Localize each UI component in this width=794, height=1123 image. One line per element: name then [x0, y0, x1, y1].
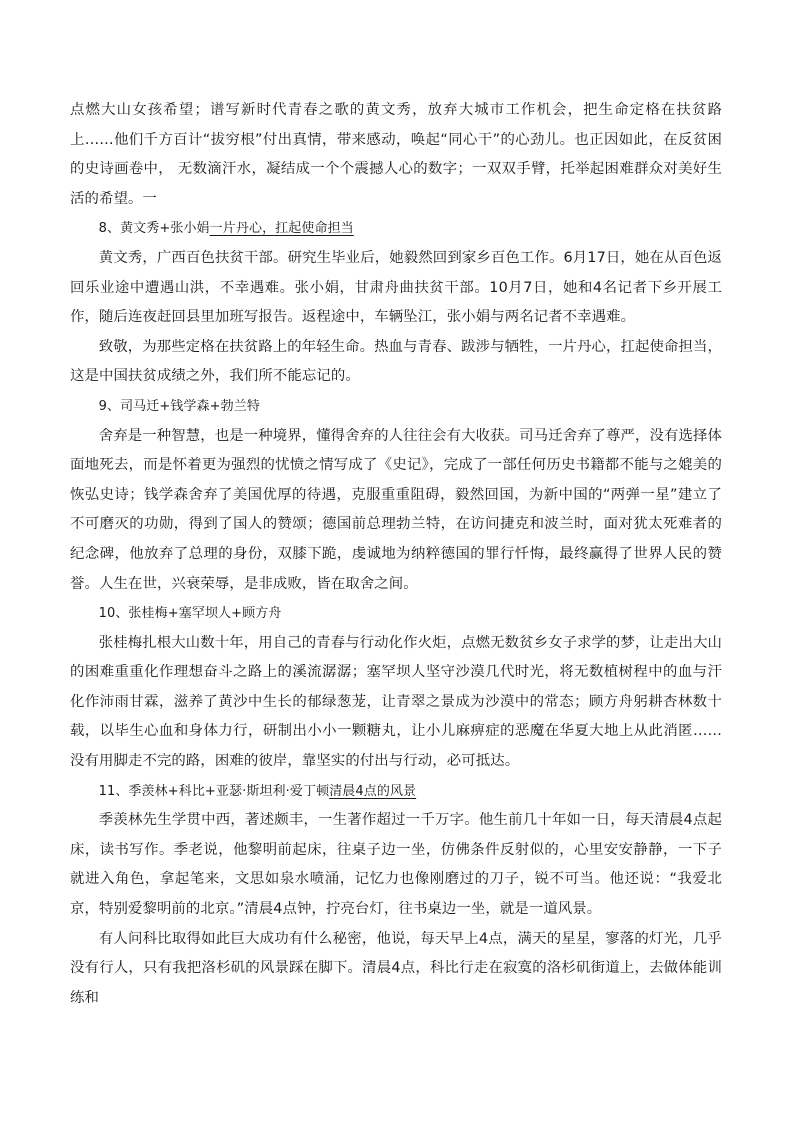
heading-underlined-text: 一片丹心，扛起使命担当: [209, 221, 354, 237]
paragraph: 张桂梅扎根大山数十年，用自己的青春与行动化作火炬，点燃无数贫乡女子求学的梦，让走出大山的困难重重化作理想奋斗之路上的溪流潺潺；塞罕坝人坚守沙漠几代时光，将无数植树程中的血与汗化作沛雨甘霖，滋养了黄沙中生长的郁绿葱茏，让青翠之景成为沙漠中的常态；顾方舟躬耕杏林数十载，以毕生心血和身体力行，研制出小小一颗糖丸，让小儿麻痹症的恶魔在华夏大地上从此消匿……没有用脚走不完的路，困难的彼岸，靠坚实的付出与行动，必可抵达。: [70, 634, 722, 770]
paragraph: 季羡林先生学贯中西，著述颇丰，一生著作超过一千万字。他生前几十年如一日，每天清晨4点起床，读书写作。季老说，他黎明前起床，往桌子边一坐，仿佛条件反射似的，心里安安静静，一下子就进入角色，拿起笔来，文思如泉水喷涌，记忆力也像刚磨过的刀子，锐不可当。他还说：“我爱北京，特别爱黎明前的北京。”清晨4点钟，拧亮台灯，往书桌边一坐，就是一道风景。: [70, 812, 722, 918]
paragraph: 点燃大山女孩希望；谱写新时代青春之歌的黄文秀，放弃大城市工作机会，把生命定格在扶贫路上……他们千方百计“拔穷根”付出真情，带来感动，唤起“同心干”的心劲儿。也正因如此，在反贫困的史诗画卷中， 无数滴汗水，凝结成一个个震撼人心的数字；一双双手臂，托举起困难群众对美好生活的希望。一: [70, 102, 722, 207]
paragraph: 有人问科比取得如此巨大成功有什么秘密，他说，每天早上4点，满天的星星，寥落的灯光，几乎没有行人，只有我把洛杉矶的风景踩在脚下。清晨4点，科比行走在寂寞的洛杉矶街道上，去做体能训练和: [70, 930, 722, 1006]
section-heading-11: [70, 777, 722, 807]
section-heading-8: [70, 214, 722, 244]
heading-text: 11、季羡林+科比+亚瑟·斯坦利·爱丁顿: [98, 783, 330, 799]
section-heading-9: 9、司马迁+钱学森+勃兰特: [98, 398, 260, 414]
document-page: [70, 96, 722, 1013]
section-heading-10: 10、张桂梅+塞罕坝人+顾方舟: [98, 606, 282, 622]
heading-text: 8、黄文秀+张小娟: [98, 221, 210, 237]
paragraph: 舍弃是一种智慧，也是一种境界，懂得舍弃的人往往会有大收获。司马迁舍弃了尊严，没有选择体面地死去，而是怀着更为强烈的忧愤之情写成了《史记》，完成了一部任何历史书籍都不能与之媲美的恢弘史诗；钱学森舍弃了美国优厚的待遇，克服重重阻碍，毅然回国，为新中国的“两弹一星”建立了不可磨灭的功勋，得到了国人的赞颂；德国前总理勃兰特，在访问捷克和波兰时，面对犹太死难者的纪念碑，他放弃了总理的身份，双膝下跪，虔诚地为纳粹德国的罪行忏悔，最终赢得了世界人民的赞誉。人生在世，兴衰荣辱，是非成败，皆在取舍之间。: [70, 427, 722, 592]
paragraph: 致敬，为那些定格在扶贫路上的年轻生命。热血与青春、跋涉与牺牲，一片丹心，扛起使命担当，这是中国扶贫成绩之外，我们所不能忘记的。: [70, 338, 722, 385]
paragraph: 黄文秀，广西百色扶贫干部。研究生毕业后，她毅然回到家乡百色工作。6月17日，她在从百色返回乐业途中遭遇山洪，不幸遇难。张小娟，甘肃舟曲扶贫干部。10月7日，她和4名记者下乡开展工作，随后连夜赶回县里加班写报告。返程途中，车辆坠江，张小娟与两名记者不幸遇难。: [70, 249, 722, 326]
heading-underlined-text: 清晨4点的风景: [329, 783, 417, 799]
